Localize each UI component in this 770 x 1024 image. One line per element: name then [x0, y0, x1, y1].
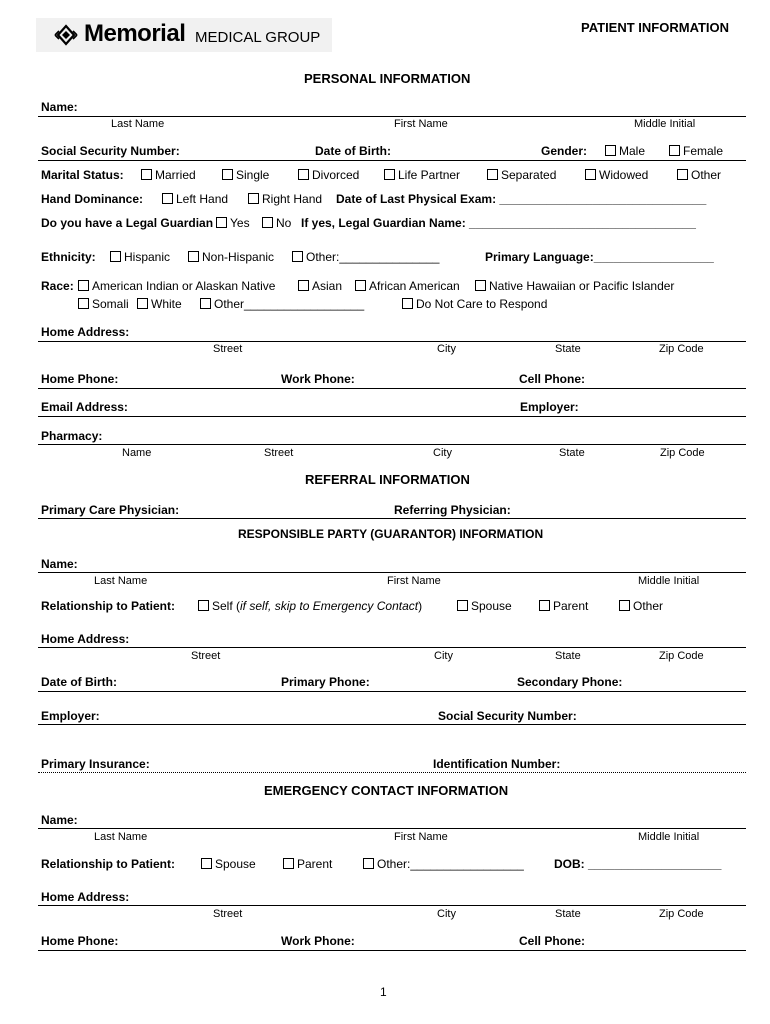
- guarantor-ssn-label: Social Security Number:: [438, 709, 577, 723]
- checkbox[interactable]: [141, 169, 152, 180]
- guarantor-spouse-option[interactable]: Spouse: [457, 599, 512, 613]
- checkbox[interactable]: [457, 600, 468, 611]
- emergency-name-label: Name:: [41, 813, 78, 827]
- right-hand-option[interactable]: Right Hand: [248, 192, 322, 206]
- marital-widowed-option[interactable]: Widowed: [585, 168, 648, 182]
- guarantor-dob-line: [38, 691, 746, 692]
- id-number-label: Identification Number:: [433, 757, 561, 771]
- referring-physician-label: Referring Physician:: [394, 503, 511, 517]
- email-label: Email Address:: [41, 400, 128, 414]
- dob-label: Date of Birth:: [315, 144, 391, 158]
- home-address-line: [38, 341, 746, 342]
- ethnicity-non-hispanic-option[interactable]: Non-Hispanic: [188, 250, 274, 264]
- checkbox[interactable]: [162, 193, 173, 204]
- guarantor-city-caption: City: [434, 650, 453, 662]
- emergency-state-caption: State: [555, 908, 581, 920]
- checkbox[interactable]: [298, 169, 309, 180]
- pharmacy-state-caption: State: [559, 447, 585, 459]
- street-caption: Street: [213, 343, 243, 355]
- ethnicity-other-option[interactable]: Other:_______________: [292, 250, 439, 264]
- work-phone-label: Work Phone:: [281, 372, 355, 386]
- emergency-name-line: [38, 828, 746, 829]
- logo-block: [36, 18, 332, 52]
- marital-divorced-option[interactable]: Divorced: [298, 168, 359, 182]
- guardian-label: Do you have a Legal Guardian: [41, 216, 214, 230]
- emergency-city-caption: City: [437, 908, 456, 920]
- guarantor-address-line: [38, 647, 746, 648]
- checkbox[interactable]: [677, 169, 688, 180]
- guarantor-self-option[interactable]: Self (if self, skip to Emergency Contact): [198, 599, 422, 613]
- emergency-other-option[interactable]: Other:_________________: [363, 857, 524, 871]
- phone-line: [38, 388, 746, 389]
- brand-subtitle: MEDICAL GROUP: [195, 29, 321, 46]
- email-line: [38, 416, 746, 417]
- emergency-first-caption: First Name: [394, 831, 448, 843]
- emergency-address-line: [38, 905, 746, 906]
- emergency-phone-line: [38, 950, 746, 951]
- guardian-no-option[interactable]: No: [262, 216, 291, 230]
- gender-label: Gender:: [541, 144, 588, 158]
- guardian-yes-option[interactable]: Yes: [216, 216, 250, 230]
- employer-label: Employer:: [520, 400, 579, 414]
- checkbox[interactable]: [222, 169, 233, 180]
- checkbox[interactable]: [402, 298, 413, 309]
- guardian-name-field[interactable]: If yes, Legal Guardian Name: __________________________________: [301, 216, 696, 230]
- name-line: [38, 116, 746, 117]
- left-hand-option[interactable]: Left Hand: [162, 192, 228, 206]
- guarantor-relationship-label: Relationship to Patient:: [41, 599, 176, 613]
- pharmacy-zip-caption: Zip Code: [660, 447, 705, 459]
- insurance-label: Primary Insurance:: [41, 757, 150, 771]
- emergency-work-phone-label: Work Phone:: [281, 934, 355, 948]
- home-address-label: Home Address:: [41, 325, 130, 339]
- referral-section-title: REFERRAL INFORMATION: [305, 472, 470, 487]
- checkbox[interactable]: [216, 217, 227, 228]
- pharmacy-line: [38, 444, 746, 445]
- cell-phone-label: Cell Phone:: [519, 372, 586, 386]
- pharmacy-label: Pharmacy:: [41, 429, 103, 443]
- memorial-logo-icon: [54, 24, 78, 46]
- primary-language-field[interactable]: Primary Language:__________________: [485, 250, 714, 264]
- pharmacy-city-caption: City: [433, 447, 452, 459]
- emergency-relationship-label: Relationship to Patient:: [41, 857, 176, 871]
- checkbox[interactable]: [110, 251, 121, 262]
- guarantor-employer-label: Employer:: [41, 709, 100, 723]
- checkbox[interactable]: [355, 280, 366, 291]
- guarantor-zip-caption: Zip Code: [659, 650, 704, 662]
- first-name-caption: First Name: [394, 118, 448, 130]
- ssn-line: [38, 160, 746, 161]
- checkbox[interactable]: [539, 600, 550, 611]
- emergency-spouse-option[interactable]: Spouse: [201, 857, 256, 871]
- emergency-address-label: Home Address:: [41, 890, 130, 904]
- emergency-middle-caption: Middle Initial: [638, 831, 700, 843]
- checkbox[interactable]: [669, 145, 680, 156]
- insurance-line: [38, 772, 746, 773]
- last-exam-field[interactable]: Date of Last Physical Exam: _______________________________: [336, 192, 707, 206]
- checkbox[interactable]: [605, 145, 616, 156]
- brand-name: Memorial: [84, 20, 186, 47]
- marital-other-option[interactable]: Other: [677, 168, 721, 182]
- ssn-label: Social Security Number:: [41, 144, 180, 158]
- race-american-indian-option[interactable]: American Indian or Alaskan Native: [78, 279, 275, 293]
- guarantor-name-label: Name:: [41, 557, 78, 571]
- guarantor-street-caption: Street: [191, 650, 221, 662]
- checkbox[interactable]: [201, 858, 212, 869]
- marital-single-option[interactable]: Single: [222, 168, 269, 182]
- zip-caption: Zip Code: [659, 343, 704, 355]
- checkbox[interactable]: [248, 193, 259, 204]
- doc-title: PATIENT INFORMATION: [581, 20, 730, 35]
- marital-label: Marital Status:: [41, 168, 124, 182]
- guarantor-last-caption: Last Name: [94, 575, 148, 587]
- guarantor-employer-line: [38, 724, 746, 725]
- gender-female-option[interactable]: Female: [669, 144, 723, 158]
- guarantor-first-caption: First Name: [387, 575, 441, 587]
- guarantor-address-label: Home Address:: [41, 632, 130, 646]
- checkbox[interactable]: [188, 251, 199, 262]
- marital-married-option[interactable]: Married: [141, 168, 196, 182]
- guarantor-secondary-phone-label: Secondary Phone:: [517, 675, 623, 689]
- race-asian-option[interactable]: Asian: [298, 279, 342, 293]
- checkbox[interactable]: [198, 600, 209, 611]
- guarantor-middle-caption: Middle Initial: [638, 575, 700, 587]
- checkbox[interactable]: [262, 217, 273, 228]
- emergency-dob-field[interactable]: DOB: ____________________: [554, 857, 722, 871]
- ethnicity-label: Ethnicity:: [41, 250, 96, 264]
- checkbox[interactable]: [487, 169, 498, 180]
- pcp-label: Primary Care Physician:: [41, 503, 180, 517]
- checkbox[interactable]: [585, 169, 596, 180]
- checkbox[interactable]: [78, 298, 89, 309]
- ethnicity-hispanic-option[interactable]: Hispanic: [110, 250, 170, 264]
- guarantor-section-title: RESPONSIBLE PARTY (GUARANTOR) INFORMATION: [238, 527, 544, 541]
- guarantor-primary-phone-label: Primary Phone:: [281, 675, 370, 689]
- checkbox[interactable]: [283, 858, 294, 869]
- race-label: Race:: [41, 279, 74, 293]
- race-other-option[interactable]: Other__________________: [200, 297, 364, 311]
- page-number: 1: [380, 985, 387, 999]
- referral-line: [38, 518, 746, 519]
- gender-male-option[interactable]: Male: [605, 144, 645, 158]
- guarantor-name-line: [38, 572, 746, 573]
- race-somali-option[interactable]: Somali: [78, 297, 129, 311]
- pharmacy-street-caption: Street: [264, 447, 294, 459]
- marital-separated-option[interactable]: Separated: [487, 168, 556, 182]
- checkbox[interactable]: [363, 858, 374, 869]
- emergency-zip-caption: Zip Code: [659, 908, 704, 920]
- emergency-cell-phone-label: Cell Phone:: [519, 934, 586, 948]
- checkbox[interactable]: [384, 169, 395, 180]
- name-label: Name:: [41, 100, 78, 114]
- race-african-american-option[interactable]: African American: [355, 279, 460, 293]
- emergency-section-title: EMERGENCY CONTACT INFORMATION: [264, 783, 509, 798]
- state-caption: State: [555, 343, 581, 355]
- checkbox[interactable]: [475, 280, 486, 291]
- checkbox[interactable]: [298, 280, 309, 291]
- home-phone-label: Home Phone:: [41, 372, 119, 386]
- guarantor-other-option[interactable]: Other: [619, 599, 663, 613]
- guarantor-dob-label: Date of Birth:: [41, 675, 117, 689]
- personal-section-title: PERSONAL INFORMATION: [304, 71, 471, 86]
- checkbox[interactable]: [78, 280, 89, 291]
- race-hawaiian-option[interactable]: Native Hawaiian or Pacific Islander: [475, 279, 674, 293]
- emergency-home-phone-label: Home Phone:: [41, 934, 119, 948]
- guarantor-state-caption: State: [555, 650, 581, 662]
- emergency-street-caption: Street: [213, 908, 243, 920]
- race-no-respond-option[interactable]: Do Not Care to Respond: [402, 297, 547, 311]
- checkbox[interactable]: [619, 600, 630, 611]
- pharmacy-name-caption: Name: [122, 447, 152, 459]
- guarantor-parent-option[interactable]: Parent: [539, 599, 588, 613]
- middle-initial-caption: Middle Initial: [634, 118, 696, 130]
- city-caption: City: [437, 343, 456, 355]
- checkbox[interactable]: [292, 251, 303, 262]
- hand-dominance-label: Hand Dominance:: [41, 192, 144, 206]
- checkbox[interactable]: [200, 298, 211, 309]
- emergency-last-caption: Last Name: [94, 831, 148, 843]
- checkbox[interactable]: [137, 298, 148, 309]
- emergency-parent-option[interactable]: Parent: [283, 857, 332, 871]
- race-white-option[interactable]: White: [137, 297, 182, 311]
- last-name-caption: Last Name: [111, 118, 165, 130]
- marital-life-partner-option[interactable]: Life Partner: [384, 168, 460, 182]
